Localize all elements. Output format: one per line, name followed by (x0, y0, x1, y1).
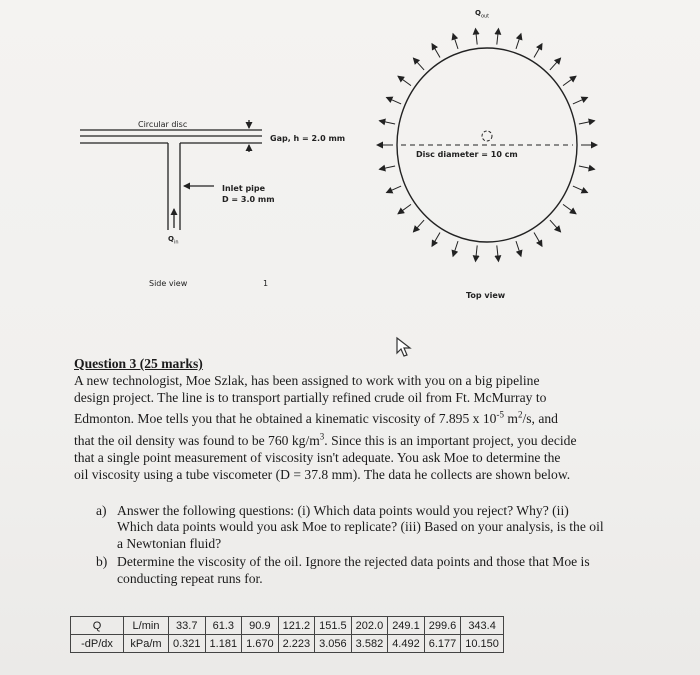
square-exponent: 2 (517, 409, 523, 420)
outflow-arrow (516, 34, 521, 49)
outflow-arrow (476, 29, 478, 45)
outflow-arrow (573, 97, 588, 104)
outflow-arrow (579, 121, 595, 124)
table-row-flow (71, 617, 504, 635)
cube-exponent: 3 (319, 431, 325, 442)
q-in-label (168, 235, 179, 245)
outflow-arrow (476, 245, 478, 261)
question-line-3-b: m (503, 411, 518, 427)
stray-mark: 1 (263, 279, 269, 288)
question-line-4-b: . Since this is an important project, you decide (324, 432, 577, 448)
table-cell: 61.3 (205, 617, 242, 635)
top-view-drawing (377, 29, 597, 262)
outflow-arrow (398, 204, 411, 213)
table-cell: 3.582 (351, 635, 388, 653)
outflow-arrow (563, 204, 576, 213)
sub-questions (96, 503, 606, 589)
sub-question-a-text: Answer the following questions: (i) Which data points would you reject? Why? (ii) Which data points would you ask Moe to replicate? (iii) Based on your analysis, is the oil a Newtonian fluid? (117, 503, 604, 551)
diameter-label-text: Disc diameter = 10 cm (416, 150, 518, 159)
row-unit: L/min (124, 617, 169, 635)
question-line-2: design project. The line is to transport partially refined crude oil from Ft. McMurray to (74, 389, 547, 405)
diameter-label (416, 150, 518, 159)
outflow-arrow (534, 233, 542, 247)
disc-label: Circular disc (138, 120, 188, 129)
outflow-arrow (432, 44, 440, 58)
sub-question-b-marker: b) (96, 554, 108, 570)
figure (0, 0, 700, 330)
table-cell: 2.223 (278, 635, 315, 653)
figure-drawing (0, 0, 700, 330)
row-name: -dP/dx (71, 635, 124, 653)
outflow-arrow (379, 121, 395, 124)
mouse-cursor-icon (395, 336, 415, 358)
center-mark (482, 131, 492, 141)
table-row-pressure-gradient (71, 635, 504, 653)
question-block (74, 356, 624, 483)
sub-question-b (96, 554, 606, 587)
question-title: Question 3 (25 marks) (74, 356, 203, 371)
question-line-4 (74, 433, 576, 448)
outflow-arrow (387, 186, 402, 193)
outflow-arrow (413, 220, 424, 232)
outflow-arrow (497, 245, 499, 261)
outflow-arrow (413, 58, 424, 70)
sub-question-a (96, 503, 606, 552)
question-line-6: oil viscosity using a tube viscometer (D = 37.8 mm). The data he collects are shown below. (74, 466, 571, 482)
exponent: -5 (496, 409, 504, 420)
outflow-arrow (534, 44, 542, 58)
table-cell: 90.9 (242, 617, 279, 635)
outflow-arrow (453, 241, 458, 256)
q-in-subscript: in (173, 239, 179, 246)
sub-question-b-text: Determine the viscosity of the oil. Ignore the rejected data points and those that Moe is conducting repeat runs for. (117, 554, 590, 586)
outflow-arrow (497, 29, 499, 45)
table-cell: 0.321 (169, 635, 206, 653)
gap-label-text: Gap, h = 2.0 mm (270, 134, 346, 143)
table-cell: 202.0 (351, 617, 388, 635)
data-table (70, 616, 504, 653)
table-cell: 1.670 (242, 635, 279, 653)
table-cell: 6.177 (424, 635, 461, 653)
outflow-arrow (573, 186, 588, 193)
question-line-4-a: that the oil density was found to be 760 kg/m (74, 432, 320, 448)
table-cell: 121.2 (278, 617, 315, 635)
outflow-arrow (563, 76, 576, 85)
question-line-5: that a single point measurement of viscosity isn't adequate. You ask Moe to determine the (74, 449, 561, 465)
outflow-arrow (579, 166, 595, 169)
outflow-arrow (398, 76, 411, 85)
row-unit: kPa/m (124, 635, 169, 653)
question-line-3 (74, 411, 558, 426)
table-cell: 151.5 (315, 617, 352, 635)
table-cell: 249.1 (388, 617, 425, 635)
q-in-symbol: Q (168, 235, 174, 243)
table-cell: 299.6 (424, 617, 461, 635)
side-view-caption: Side view (149, 279, 188, 288)
table-cell: 3.056 (315, 635, 352, 653)
question-body (74, 373, 624, 484)
inlet-label (222, 183, 275, 205)
inlet-label-line2: D = 3.0 mm (222, 195, 275, 204)
question-line-1: A new technologist, Moe Szlak, has been assigned to work with you on a big pipeline (74, 372, 540, 388)
outflow-arrow (432, 233, 440, 247)
outflow-arrow (379, 166, 395, 169)
side-view-drawing (80, 120, 262, 230)
outflow-arrow (550, 220, 561, 232)
table-cell: 10.150 (461, 635, 504, 653)
q-out-subscript: out (480, 13, 490, 20)
top-view-caption (466, 291, 505, 300)
table-cell: 343.4 (461, 617, 504, 635)
table-cell: 1.181 (205, 635, 242, 653)
q-out-symbol: Q (475, 9, 481, 17)
gap-label (270, 134, 345, 143)
row-name: Q (71, 617, 124, 635)
top-view-caption-text: Top view (466, 291, 506, 300)
sub-question-a-marker: a) (96, 503, 107, 518)
question-line-3-c: /s, and (522, 411, 558, 427)
question-line-3-a: Edmonton. Moe tells you that he obtained a kinematic viscosity of 7.895 x 10 (74, 411, 497, 427)
outflow-arrow (550, 58, 561, 70)
inlet-label-line1: Inlet pipe (222, 184, 266, 193)
table-cell: 33.7 (169, 617, 206, 635)
table-cell: 4.492 (388, 635, 425, 653)
q-out-label (475, 9, 489, 19)
outflow-arrow (453, 34, 458, 49)
outflow-arrow (387, 97, 402, 104)
outflow-arrow (516, 241, 521, 256)
